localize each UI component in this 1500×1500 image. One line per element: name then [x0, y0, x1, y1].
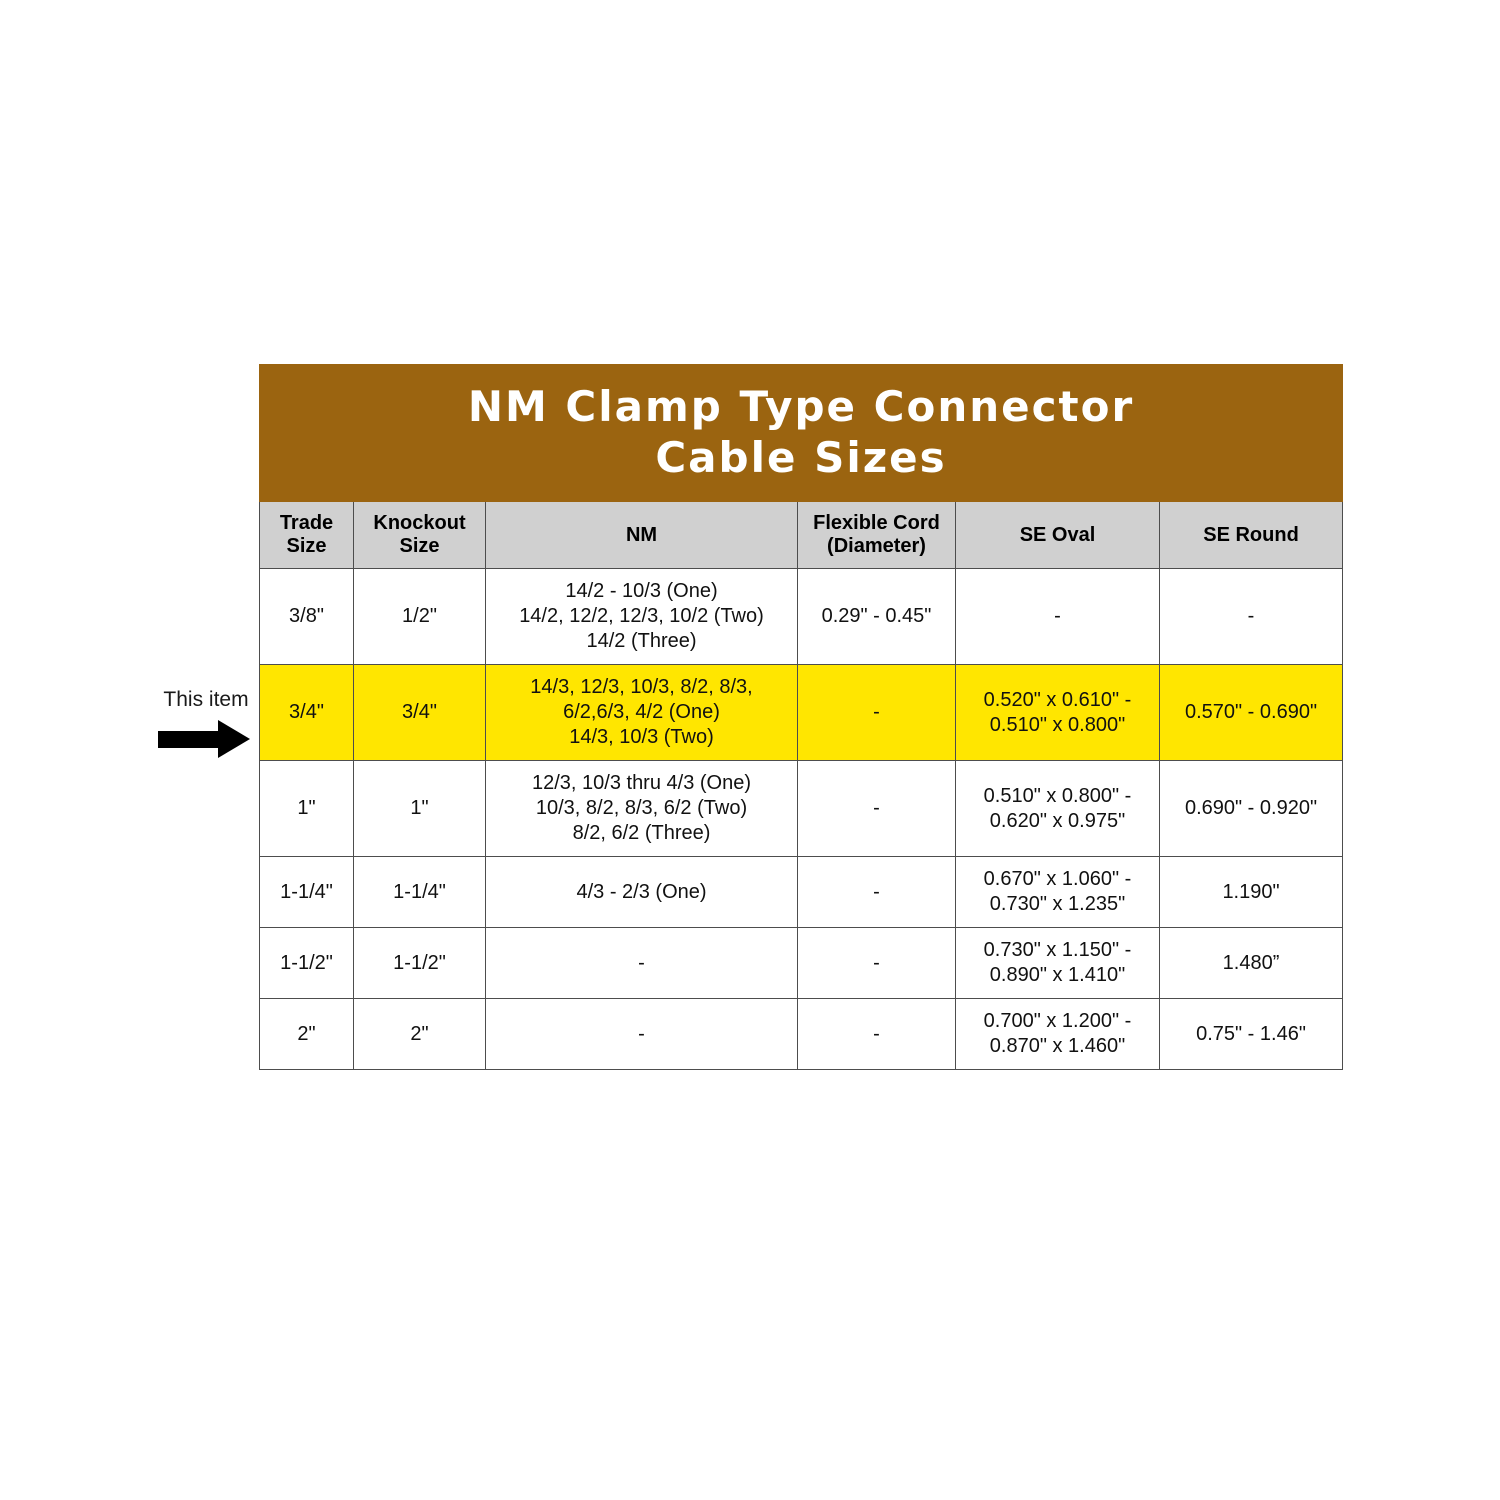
cell-line: 3/8" [289, 605, 324, 628]
cell-line: 0.730" x 1.150" - [983, 939, 1132, 962]
cell-se-oval [956, 569, 1160, 665]
cell-nm [486, 999, 798, 1070]
column-header-line-1: Flexible Cord [813, 512, 940, 535]
cell-line: 0.520" x 0.610" - [983, 688, 1132, 711]
cell-line: 1-1/2" [393, 951, 446, 974]
cell-line: - [638, 951, 645, 974]
cell-line: - [873, 797, 880, 820]
cell-line: 0.730" x 1.235" [989, 893, 1126, 916]
cell-line: 0.510" x 0.800" [989, 713, 1126, 736]
cell-trade-size [260, 857, 354, 928]
cell-knockout-size [354, 761, 486, 857]
cell-line: - [873, 1022, 880, 1045]
cell-line: - [1054, 605, 1061, 628]
column-header-line-1: Knockout [373, 512, 466, 535]
cell-knockout-size [354, 857, 486, 928]
column-header-line-2: (Diameter) [827, 535, 926, 558]
this-item-annotation [146, 688, 266, 755]
cell-knockout-size [354, 928, 486, 999]
cell-nm [486, 857, 798, 928]
cell-nm [486, 569, 798, 665]
cell-line: - [638, 1022, 645, 1045]
cell-trade-size [260, 761, 354, 857]
cell-line: 0.890" x 1.410" [989, 964, 1126, 987]
cell-line: - [873, 951, 880, 974]
cell-line: 0.75" - 1.46" [1196, 1022, 1306, 1045]
table-row [260, 569, 1343, 665]
cell-se-round [1160, 857, 1343, 928]
cell-line: 0.570" - 0.690" [1184, 701, 1318, 724]
table-title-line-2: Cable Sizes [655, 433, 947, 483]
column-header-se-round [1160, 502, 1343, 569]
cell-line: 10/3, 8/2, 8/3, 6/2 (Two) [535, 797, 748, 820]
table-body [260, 569, 1343, 1070]
cell-se-oval [956, 928, 1160, 999]
cell-line: 2" [297, 1022, 316, 1045]
table-row [260, 857, 1343, 928]
table-row [260, 761, 1343, 857]
this-item-label: This item [163, 688, 249, 711]
cell-se-oval [956, 665, 1160, 761]
cell-se-oval [956, 857, 1160, 928]
cell-flexible-cord [798, 928, 956, 999]
right-arrow-icon [146, 721, 266, 755]
cable-sizes-table [259, 364, 1343, 1070]
cell-line: 0.670" x 1.060" - [983, 868, 1132, 891]
column-header-line-2: Size [286, 535, 327, 558]
cell-line: 3/4" [402, 701, 437, 724]
table-title-row [260, 365, 1343, 502]
cell-line: 1.190" [1222, 880, 1280, 903]
cell-line: 3/4" [289, 701, 324, 724]
cell-line: 12/3, 10/3 thru 4/3 (One) [531, 772, 752, 795]
cell-line: 0.620" x 0.975" [989, 809, 1126, 832]
cell-knockout-size [354, 999, 486, 1070]
cell-trade-size [260, 999, 354, 1070]
cell-knockout-size [354, 569, 486, 665]
column-header-line-1: SE Round [1203, 523, 1299, 546]
cell-line: 1/2" [402, 605, 437, 628]
cell-flexible-cord [798, 665, 956, 761]
cell-line: 14/2 (Three) [586, 630, 697, 653]
cell-line: 1-1/4" [393, 880, 446, 903]
cell-line: 1" [410, 797, 429, 820]
cell-se-round [1160, 569, 1343, 665]
cell-line: 0.510" x 0.800" - [983, 784, 1132, 807]
cell-flexible-cord [798, 857, 956, 928]
cell-line: - [1247, 605, 1255, 628]
cell-line: 14/2, 12/2, 12/3, 10/2 (Two) [519, 605, 764, 628]
cell-trade-size [260, 928, 354, 999]
cell-line: 1-1/2" [280, 951, 333, 974]
cell-se-oval [956, 999, 1160, 1070]
cell-nm [486, 665, 798, 761]
table-row [260, 665, 1343, 761]
column-header-nm [486, 502, 798, 569]
column-header-line-1: NM [625, 523, 658, 546]
cell-line: - [873, 880, 880, 903]
cell-line: 6/2,6/3, 4/2 (One) [563, 701, 720, 724]
cell-flexible-cord [798, 761, 956, 857]
cell-line: 0.29" - 0.45" [821, 605, 932, 628]
cell-trade-size [260, 569, 354, 665]
cell-line: 1" [297, 797, 316, 820]
cell-se-round [1160, 999, 1343, 1070]
cell-se-round [1160, 761, 1343, 857]
cell-line: - [873, 701, 880, 724]
column-header-line-2: Size [399, 535, 440, 558]
cell-line: 1-1/4" [280, 880, 333, 903]
cell-line: 0.690" - 0.920" [1184, 797, 1318, 820]
cell-line: 2" [410, 1022, 429, 1045]
cell-se-round [1160, 665, 1343, 761]
cell-nm [486, 761, 798, 857]
cell-line: 14/3, 10/3 (Two) [569, 726, 714, 749]
table-row [260, 928, 1343, 999]
column-header-flexible-cord [798, 502, 956, 569]
column-header-line-1: SE Oval [1019, 523, 1096, 546]
cell-flexible-cord [798, 999, 956, 1070]
table-row [260, 999, 1343, 1070]
cell-line: 14/3, 12/3, 10/3, 8/2, 8/3, [530, 676, 753, 699]
column-header-line-1: Trade [279, 512, 334, 535]
cell-knockout-size [354, 665, 486, 761]
cell-line: 1.480” [1222, 951, 1280, 974]
cell-line: 14/2 - 10/3 (One) [565, 580, 718, 603]
column-header-knockout-size [354, 502, 486, 569]
column-header-trade-size [260, 502, 354, 569]
table-title [260, 365, 1343, 502]
cell-nm [486, 928, 798, 999]
cell-se-round [1160, 928, 1343, 999]
cell-se-oval [956, 761, 1160, 857]
table-header-row [260, 502, 1343, 569]
table-title-line-1: NM Clamp Type Connector [467, 382, 1135, 431]
column-header-se-oval [956, 502, 1160, 569]
cell-line: 0.870" x 1.460" [989, 1035, 1126, 1058]
cell-line: 4/3 - 2/3 (One) [576, 880, 707, 903]
cell-line: 0.700" x 1.200" - [983, 1010, 1132, 1033]
cable-sizes-table-wrapper [259, 364, 1342, 1070]
cell-flexible-cord [798, 569, 956, 665]
cell-line: 8/2, 6/2 (Three) [572, 822, 711, 845]
cell-trade-size [260, 665, 354, 761]
